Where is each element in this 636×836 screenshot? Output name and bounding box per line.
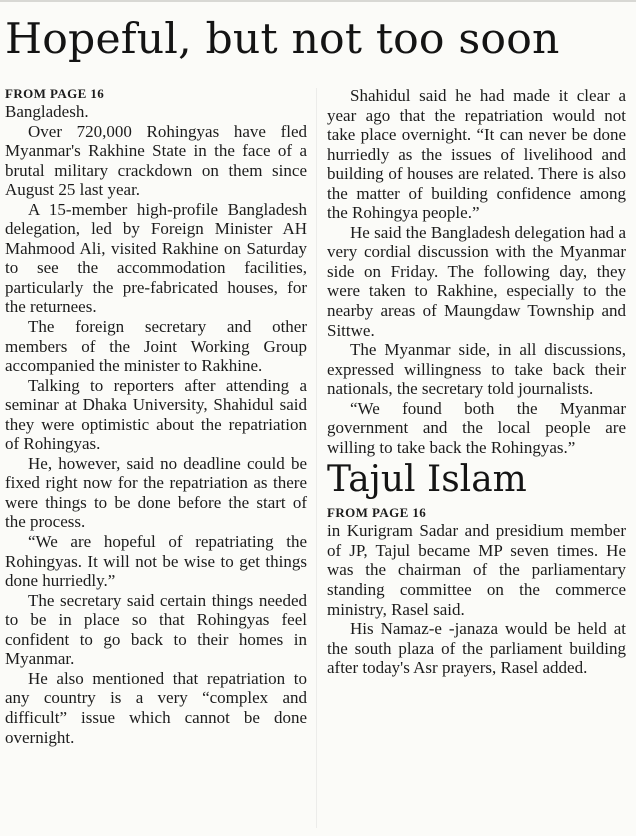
article-paragraph: Bangladesh.: [5, 102, 89, 121]
article-paragraph: His Namaz-e -janaza would be held at the south plaza of the parliament building after today's Asr prayers, Rasel added.: [327, 619, 626, 678]
article-paragraph: He also mentioned that repatriation to any country is a very “complex and difficult” issue which cannot be done overnight.: [5, 668, 307, 747]
article-paragraph: The foreign secretary and other members of the Joint Working Group accompanied the minister to Rakhine.: [5, 317, 307, 376]
article-paragraph: The secretary said certain things needed to be in place so that Rohingyas feel confident to go back to their homes in Myanmar.: [5, 590, 307, 669]
right-column: [327, 86, 626, 678]
article-paragraph: “We are hopeful of repatriating the Rohingyas. It will not be wise to get things done hurriedly.”: [5, 532, 307, 591]
top-rule: [0, 0, 636, 2]
article-paragraph: Talking to reporters after attending a seminar at Dhaka University, Shahidul said they were optimistic about the repatriation of Rohingyas.: [5, 375, 307, 454]
article-paragraph: A 15-member high-profile Bangladesh delegation, led by Foreign Minister AH Mahmood Ali, visited Rakhine on Saturday to see the accommodation facilities, particularly the pre-fabricated houses, for the returnees.: [5, 199, 307, 317]
jump-line: FROM PAGE 16: [5, 86, 105, 101]
article-paragraph: in Kurigram Sadar and presidium member of JP, Tajul became MP seven times. He was the chairman of the parliamentary standing committee on the commerce ministry, Rasel said.: [327, 521, 626, 619]
left-column: [5, 86, 307, 747]
headline: Hopeful, but not too soon: [5, 15, 560, 64]
article-paragraph: He said the Bangladesh delegation had a very cordial discussion with the Myanmar side on Friday. The following day, they were taken to Rakhine, especially to the nearby areas of Maungdaw Township and Sittwe.: [327, 222, 626, 340]
article-paragraph: “We found both the Myanmar government and the local people are willing to take back the Rohingyas.”: [327, 398, 626, 457]
article-paragraph: He, however, said no deadline could be fixed right now for the repatriation as there were things to be done before the start of the process.: [5, 453, 307, 532]
article-paragraph: Shahidul said he had made it clear a year ago that the repatriation would not take place overnight. “It can never be done hurriedly as the issues of livelihood and building of houses are related. There is also the matter of building confidence among the Rohingya people.”: [327, 86, 626, 223]
second-story-headline: Tajul Islam: [327, 459, 527, 501]
jump-line: FROM PAGE 16: [327, 505, 427, 521]
column-divider: [316, 88, 317, 828]
article-paragraph: The Myanmar side, in all discussions, expressed willingness to take back their nationals, the secretary told journalists.: [327, 340, 626, 399]
article-paragraph: Over 720,000 Rohingyas have fled Myanmar's Rakhine State in the face of a brutal military crackdown on them since August 25 last year.: [5, 121, 307, 200]
